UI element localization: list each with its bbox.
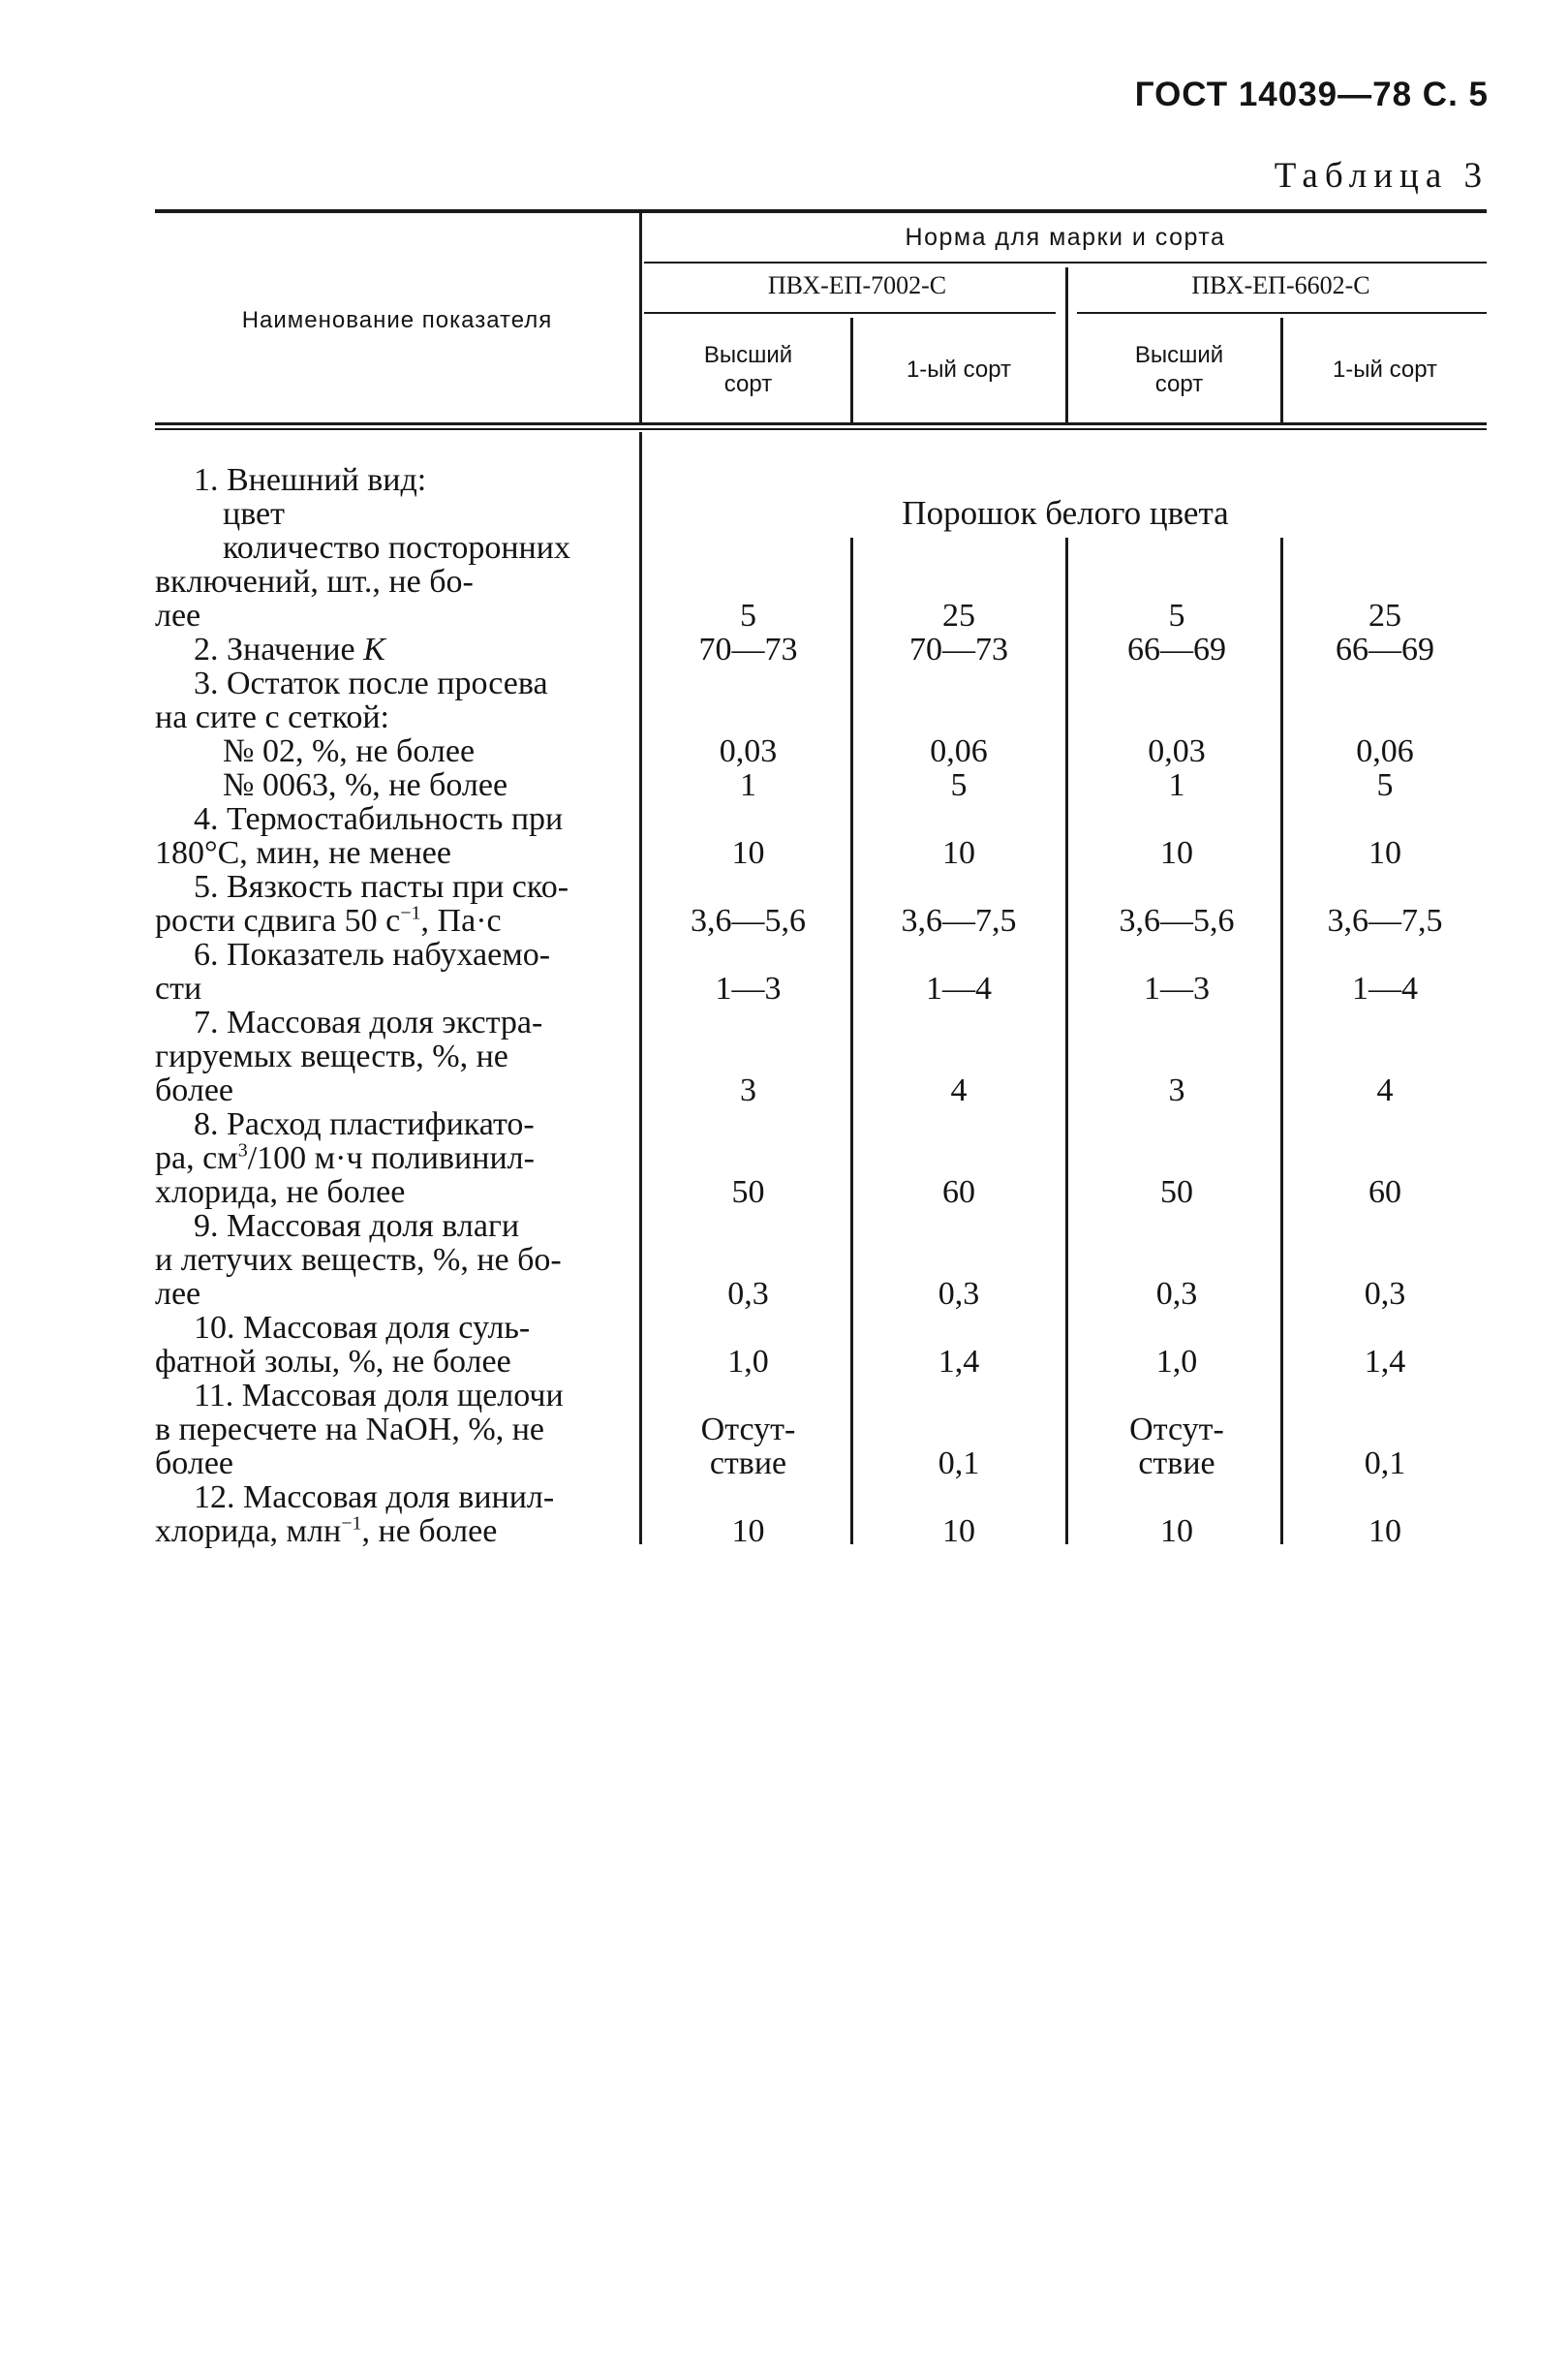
row-extractables-label: 7. Массовая доля экстра- гируемых веществ, %, не более bbox=[155, 1005, 543, 1108]
body-divider-col1 bbox=[850, 538, 853, 1544]
head-divider-grade2 bbox=[1077, 312, 1487, 314]
cell-plasticizer-c4: 60 bbox=[1368, 1174, 1401, 1210]
cell-extractables-c3: 3 bbox=[1168, 1072, 1185, 1108]
cell-swelling-c1: 1—3 bbox=[715, 971, 782, 1007]
row-vinyl-chloride-label: 12. Массовая доля винил- хлорида, млн$^{-1}$, не более bbox=[155, 1479, 555, 1549]
cell-ash-c4: 1,4 bbox=[1364, 1344, 1406, 1380]
body-divider-col2 bbox=[1065, 538, 1068, 1544]
cell-k-c4: 66—69 bbox=[1336, 632, 1434, 668]
cell-sieve0063-c1: 1 bbox=[740, 767, 756, 803]
column-header-name: Наименование показателя bbox=[241, 307, 553, 333]
cell-vinyl-chloride-c2: 10 bbox=[942, 1513, 975, 1549]
head-divider-name bbox=[639, 213, 642, 422]
cell-thermo-c3: 10 bbox=[1160, 835, 1193, 871]
cell-sieve0063-c4: 5 bbox=[1376, 767, 1394, 803]
cell-vinyl-chloride-c4: 10 bbox=[1368, 1513, 1401, 1549]
row-plasticizer-label: 8. Расход пластификато- ра, $см^3/100$ м·ч поливинил- хлорида, не более bbox=[155, 1106, 535, 1210]
cell-moisture-c3: 0,3 bbox=[1155, 1276, 1198, 1312]
cell-thermo-c2: 10 bbox=[942, 835, 975, 871]
cell-moisture-c1: 0,3 bbox=[727, 1276, 769, 1312]
row-ash-label: 10. Массовая доля суль- фатной золы, %, не более bbox=[155, 1310, 531, 1380]
cell-viscosity-c1: 3,6—5,6 bbox=[691, 903, 806, 939]
head-divider-grade1 bbox=[644, 312, 1056, 314]
row-sieve-residue-label: 3. Остаток после просева на сите с сеткой: № 02, %, не более № 0063, %, не более bbox=[155, 666, 548, 803]
row-moisture-label: 9. Массовая доля влаги и летучих веществ, %, не бо- лее bbox=[155, 1208, 562, 1312]
row-thermostability-label: 4. Термостабильность при 180°С, мин, не менее bbox=[155, 801, 564, 871]
cell-alkali-c3: Отсут- ствие bbox=[1129, 1412, 1224, 1481]
cell-extractables-c2: 4 bbox=[950, 1072, 968, 1108]
cell-alkali-c2: 0,1 bbox=[938, 1445, 980, 1481]
cell-swelling-c2: 1—4 bbox=[926, 971, 992, 1007]
cell-thermo-c1: 10 bbox=[731, 835, 765, 871]
row-alkali-label: 11. Массовая доля щелочи в пересчете на NaOH, %, не более bbox=[155, 1378, 564, 1481]
cell-inclusions-c2: 25 bbox=[942, 598, 975, 634]
cell-k-c3: 66—69 bbox=[1127, 632, 1226, 668]
column-header-sort-premium-2: Высший сорт bbox=[1134, 342, 1224, 397]
column-header-grade-6602: ПВХ-ЕП-6602-С bbox=[1191, 271, 1370, 299]
table-top-rule bbox=[155, 209, 1487, 213]
cell-ash-c3: 1,0 bbox=[1155, 1344, 1198, 1380]
cell-swelling-c3: 1—3 bbox=[1144, 971, 1210, 1007]
row-appearance-color-value: Порошок белого цвета bbox=[902, 494, 1229, 532]
cell-alkali-c1: Отсут- ствие bbox=[700, 1412, 796, 1481]
cell-viscosity-c3: 3,6—5,6 bbox=[1119, 903, 1235, 939]
cell-sieve02-c1: 0,03 bbox=[719, 733, 778, 769]
cell-vinyl-chloride-c3: 10 bbox=[1160, 1513, 1193, 1549]
cell-swelling-c4: 1—4 bbox=[1352, 971, 1418, 1007]
cell-moisture-c2: 0,3 bbox=[938, 1276, 980, 1312]
body-divider-name bbox=[639, 432, 642, 1544]
cell-plasticizer-c2: 60 bbox=[942, 1174, 975, 1210]
row-k-value-label: 2. Значение К bbox=[194, 632, 385, 668]
row-appearance-label: 1. Внешний вид: цвет количество посторонних включений, шт., не бо- лее bbox=[155, 462, 570, 634]
cell-alkali-c4: 0,1 bbox=[1364, 1445, 1406, 1481]
row-viscosity-label: 5. Вязкость пасты при ско- рости сдвига 50 $с^{-1}$, Па·с bbox=[155, 869, 569, 939]
cell-viscosity-c4: 3,6—7,5 bbox=[1327, 903, 1443, 939]
cell-ash-c2: 1,4 bbox=[938, 1344, 980, 1380]
cell-inclusions-c4: 25 bbox=[1368, 598, 1401, 634]
cell-sieve02-c3: 0,03 bbox=[1148, 733, 1206, 769]
cell-viscosity-c2: 3,6—7,5 bbox=[901, 903, 1017, 939]
cell-moisture-c4: 0,3 bbox=[1364, 1276, 1406, 1312]
row-swelling-label: 6. Показатель набухаемо- сти bbox=[155, 937, 551, 1007]
column-header-grade-7002: ПВХ-ЕП-7002-С bbox=[767, 271, 947, 299]
table-head-bottom-rule bbox=[155, 422, 1487, 425]
cell-sieve0063-c3: 1 bbox=[1168, 767, 1185, 803]
column-header-norm: Норма для марки и сорта bbox=[905, 224, 1226, 251]
cell-sieve02-c2: 0,06 bbox=[930, 733, 988, 769]
cell-extractables-c4: 4 bbox=[1376, 1072, 1394, 1108]
cell-inclusions-c1: 5 bbox=[740, 598, 756, 634]
head-divider-norm bbox=[644, 262, 1487, 264]
column-header-sort-first-1: 1-ый сорт bbox=[906, 357, 1012, 383]
cell-sieve0063-c2: 5 bbox=[950, 767, 968, 803]
cell-thermo-c4: 10 bbox=[1368, 835, 1401, 871]
cell-extractables-c1: 3 bbox=[740, 1072, 756, 1108]
column-header-sort-first-2: 1-ый сорт bbox=[1332, 357, 1438, 383]
column-header-sort-premium-1: Высший сорт bbox=[703, 342, 793, 397]
cell-plasticizer-c1: 50 bbox=[731, 1174, 765, 1210]
body-divider-col3 bbox=[1280, 538, 1283, 1544]
cell-k-c2: 70—73 bbox=[909, 632, 1008, 668]
document-reference: ГОСТ 14039—78 С. 5 bbox=[1134, 76, 1489, 113]
cell-k-c1: 70—73 bbox=[698, 632, 798, 668]
cell-sieve02-c4: 0,06 bbox=[1356, 733, 1414, 769]
cell-plasticizer-c3: 50 bbox=[1160, 1174, 1193, 1210]
cell-ash-c1: 1,0 bbox=[727, 1344, 769, 1380]
table-head-bottom-rule-2 bbox=[155, 428, 1487, 430]
cell-inclusions-c3: 5 bbox=[1168, 598, 1185, 634]
table-caption: Таблица 3 bbox=[1274, 156, 1489, 196]
cell-vinyl-chloride-c1: 10 bbox=[731, 1513, 765, 1549]
